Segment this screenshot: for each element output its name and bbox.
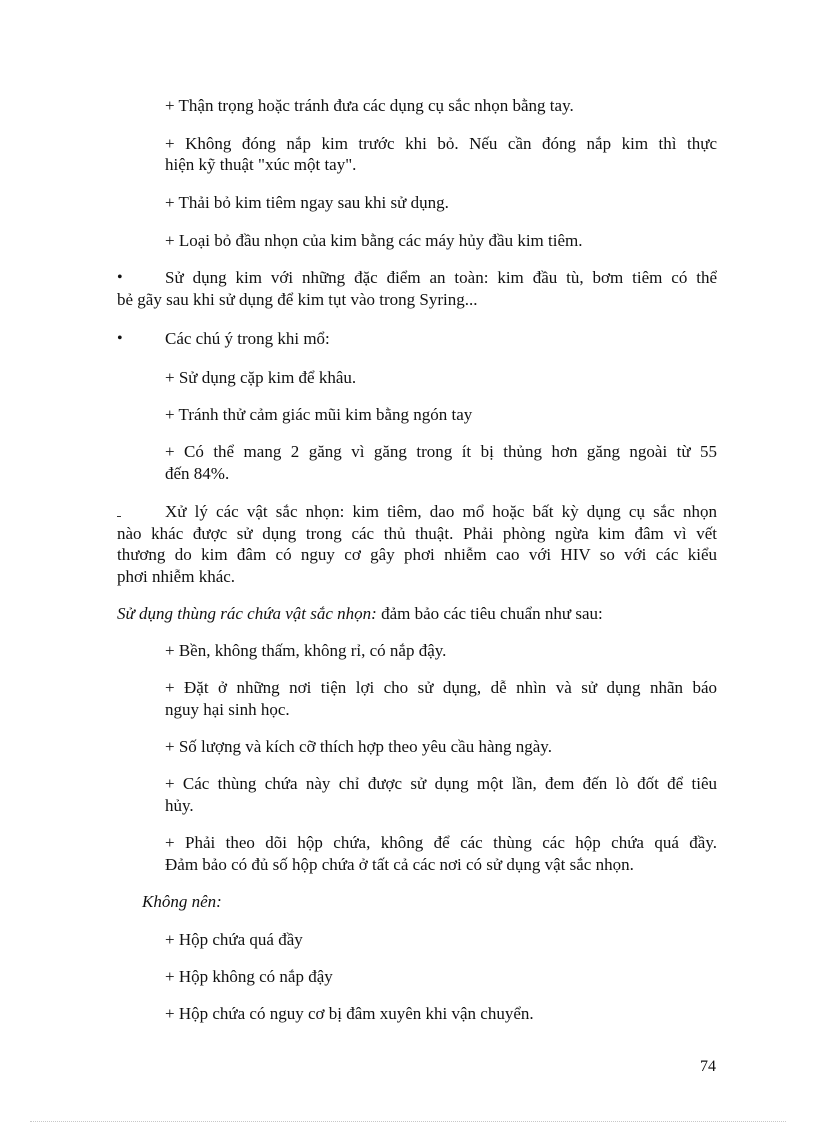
paragraph-line: + Các thùng chứa này chỉ được sử dụng một lần, đem đến lò đốt để tiêu <box>165 774 717 793</box>
bullet-marker: • <box>117 330 123 347</box>
paragraph-line: nguy hại sinh học. <box>165 700 290 719</box>
paragraph-line: + Có thể mang 2 găng vì găng trong ít bị thủng hơn găng ngoài từ 55 <box>165 442 717 461</box>
page-number: 74 <box>700 1058 716 1075</box>
footer-divider <box>30 1121 786 1122</box>
paragraph-line: hủy. <box>165 796 194 815</box>
paragraph-line: + Bền, không thấm, không rỉ, có nắp đậy. <box>165 641 447 660</box>
paragraph-line: + Thải bỏ kim tiêm ngay sau khi sử dụng. <box>165 193 449 212</box>
paragraph-line: + Thận trọng hoặc tránh đưa các dụng cụ sắc nhọn bằng tay. <box>165 96 574 115</box>
paragraph-line <box>117 603 603 625</box>
paragraph-line: + Số lượng và kích cỡ thích hợp theo yêu cầu hàng ngày. <box>165 737 552 756</box>
paragraph-line: + Phải theo dõi hộp chứa, không để các thùng các hộp chứa quá đầy. <box>165 833 717 852</box>
paragraph-line: Các chú ý trong khi mổ: <box>165 329 330 348</box>
dash-marker <box>117 516 121 517</box>
heading-continuation: đảm bảo các tiêu chuẩn như sau: <box>376 604 603 623</box>
paragraph-line: hiện kỹ thuật "xúc một tay". <box>165 155 357 174</box>
bullet-marker: • <box>117 269 123 286</box>
paragraph-line: đến 84%. <box>165 464 230 483</box>
paragraph-line: + Hộp không có nắp đậy <box>165 967 333 986</box>
paragraph-line: + Hộp chứa quá đầy <box>165 930 303 949</box>
paragraph-line: Xử lý các vật sắc nhọn: kim tiêm, dao mổ hoặc bất kỳ dụng cụ sắc nhọn <box>165 502 717 521</box>
paragraph-line: Sử dụng kim với những đặc điểm an toàn: kim đầu tù, bơm tiêm có thể <box>165 268 717 287</box>
paragraph-line: + Loại bỏ đầu nhọn của kim bằng các máy hủy đầu kim tiêm. <box>165 231 583 250</box>
paragraph-line: + Sử dụng cặp kim để khâu. <box>165 368 357 387</box>
paragraph-line: Đảm bảo có đủ số hộp chứa ở tất cả các nơi có sử dụng vật sắc nhọn. <box>165 855 634 874</box>
paragraph-line: bẻ gãy sau khi sử dụng để kim tụt vào trong Syring... <box>117 290 478 309</box>
paragraph-line: + Đặt ở những nơi tiện lợi cho sử dụng, dễ nhìn và sử dụng nhãn báo <box>165 678 717 697</box>
paragraph-line: + Không đóng nắp kim trước khi bỏ. Nếu cần đóng nắp kim thì thực <box>165 134 717 153</box>
italic-heading: Không nên: <box>142 892 222 911</box>
paragraph-line: thương do kim đâm có nguy cơ gây phơi nhiễm cao với HIV so với các kiểu <box>117 545 717 564</box>
paragraph-line: + Tránh thử cảm giác mũi kim bằng ngón tay <box>165 405 473 424</box>
italic-heading: Sử dụng thùng rác chứa vật sắc nhọn: <box>117 604 377 623</box>
paragraph-line: phơi nhiễm khác. <box>117 567 236 586</box>
paragraph-line: nào khác được sử dụng trong các thủ thuật. Phải phòng ngừa kim đâm vì vết <box>117 524 717 543</box>
paragraph-line: + Hộp chứa có nguy cơ bị đâm xuyên khi vận chuyển. <box>165 1004 534 1023</box>
